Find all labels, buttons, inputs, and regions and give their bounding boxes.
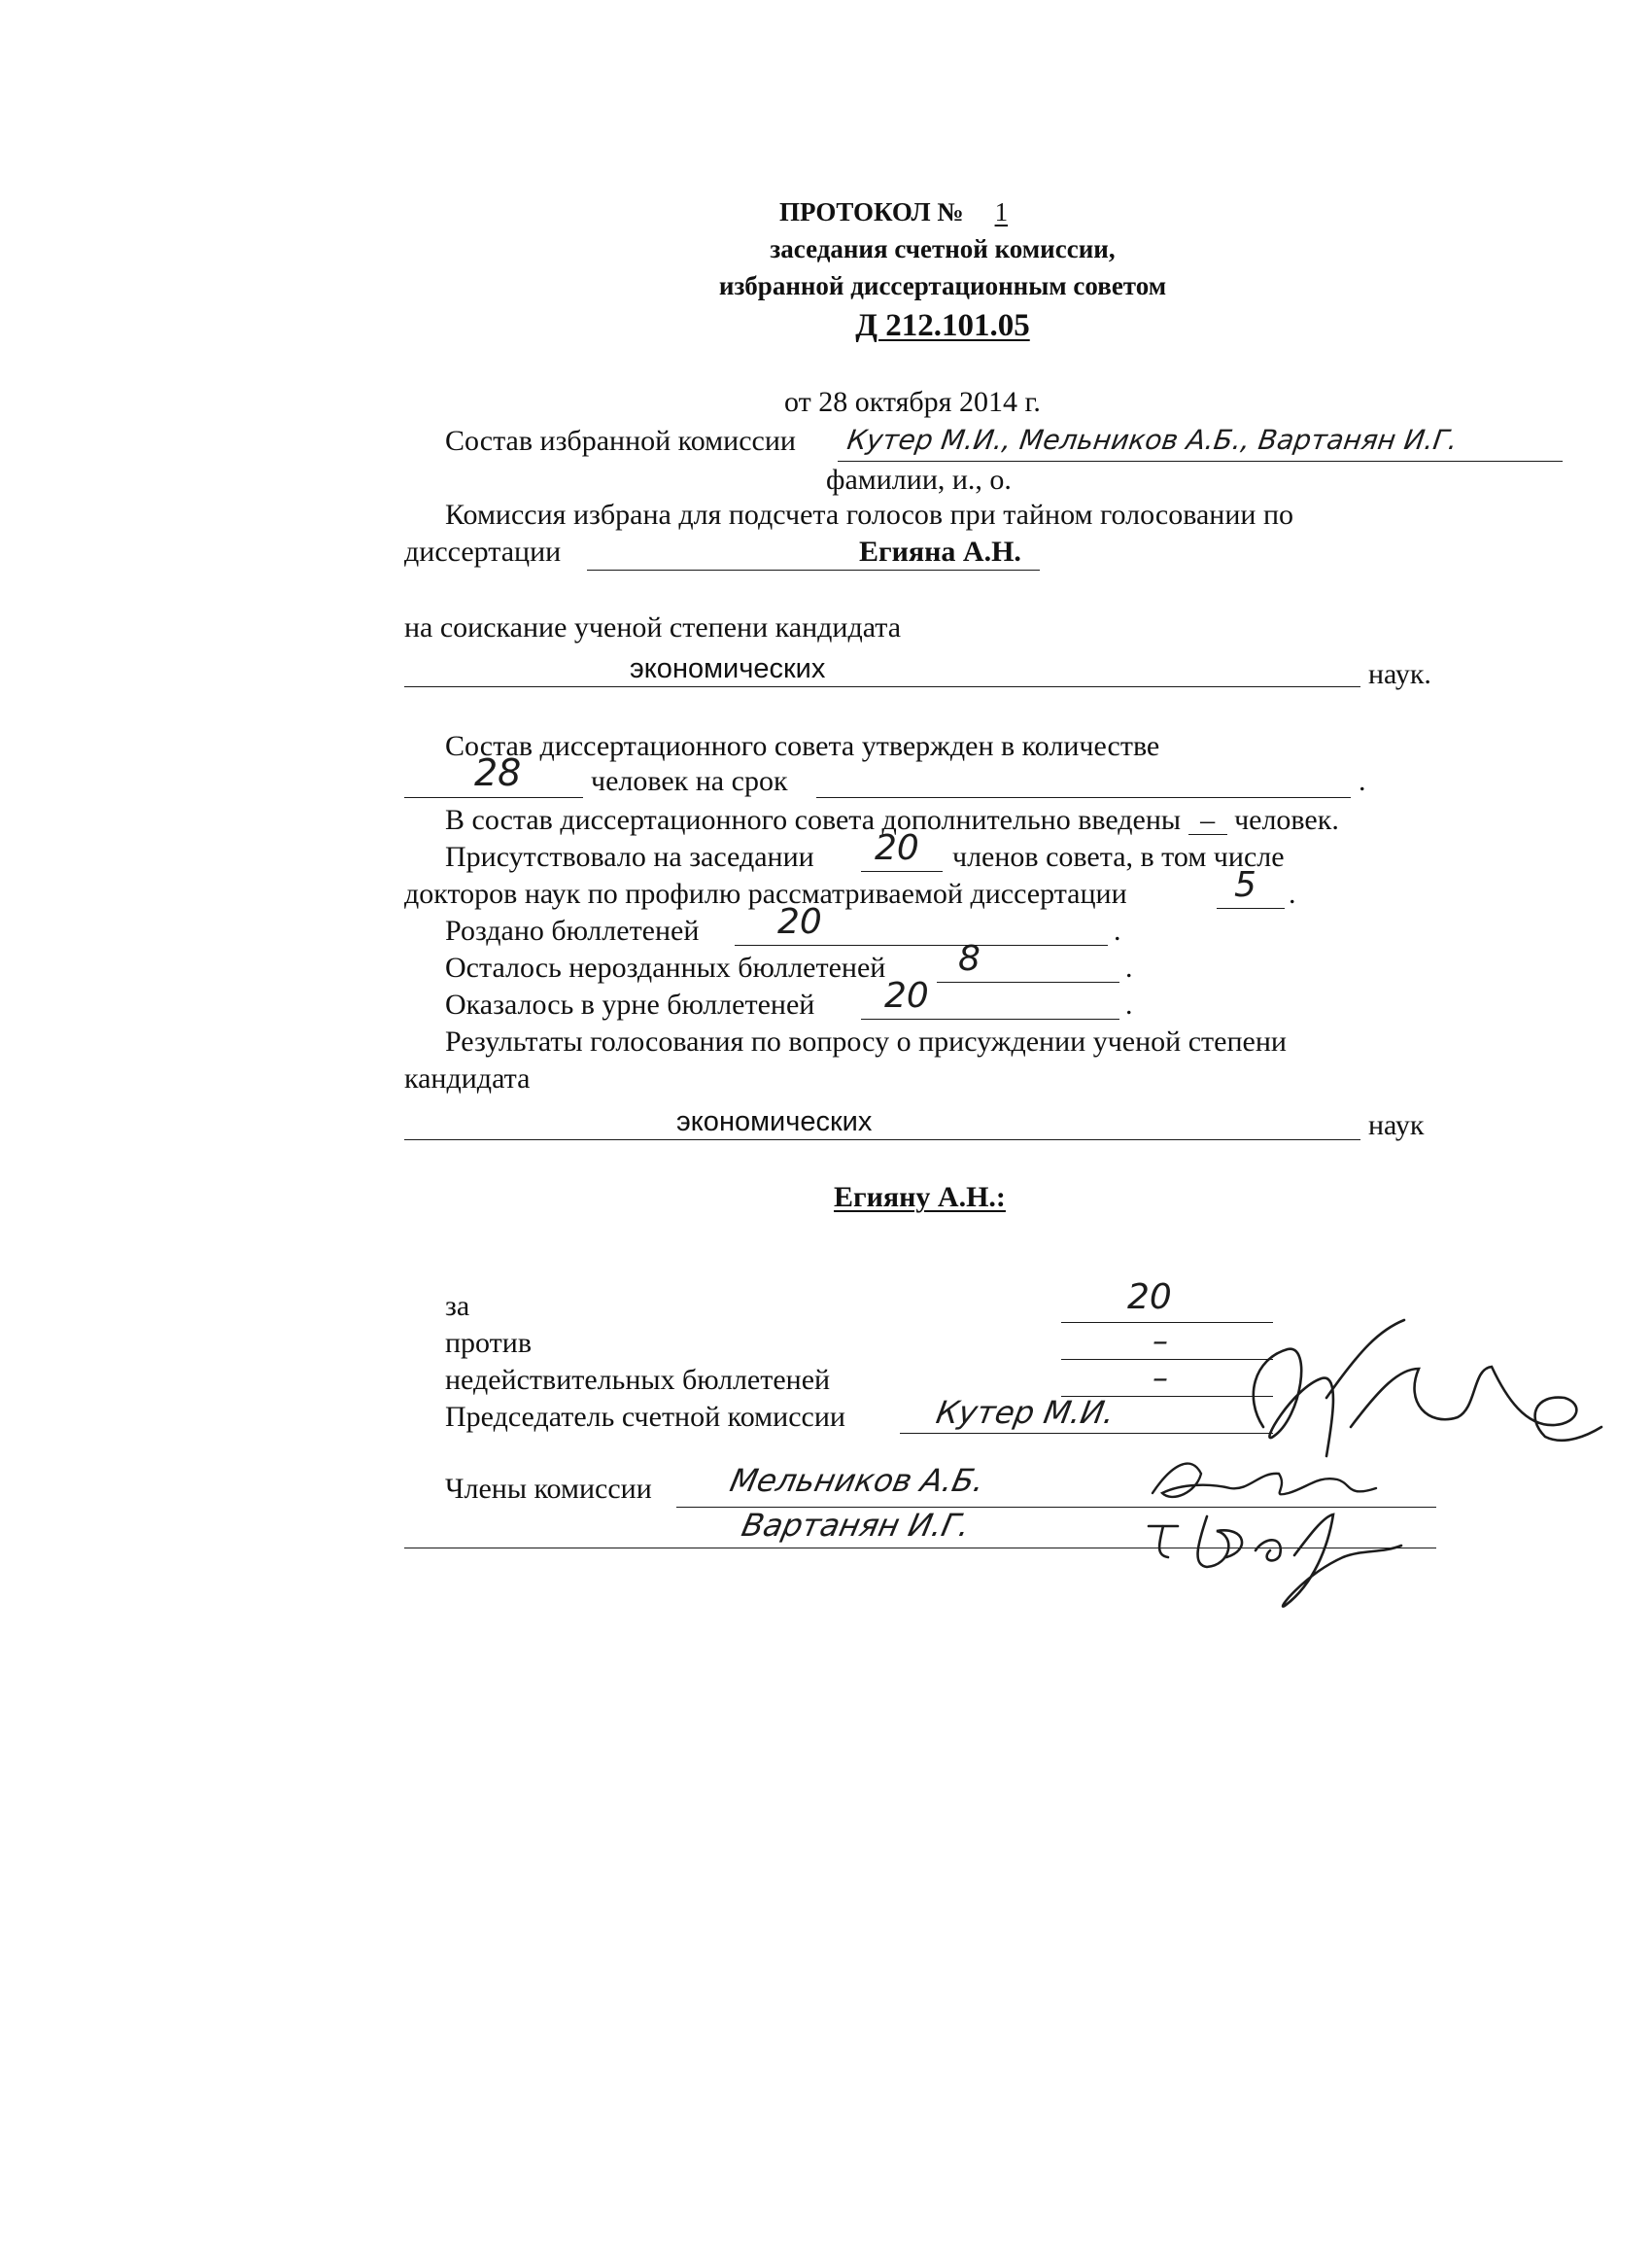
in-urn-end: . [1125, 989, 1133, 1021]
chairman-label: Председатель счетной комиссии [445, 1401, 845, 1433]
protocol-label: ПРОТОКОЛ № [779, 197, 964, 226]
added-count: – [1188, 807, 1227, 835]
degree-line: на соискание ученой степени кандидата [404, 611, 902, 644]
remaining-underline [937, 982, 1119, 983]
in-urn-underline [861, 1019, 1119, 1020]
doctors-count: 5 [1234, 865, 1256, 905]
issued-underline [735, 945, 1108, 946]
protocol-date: от 28 октября 2014 г. [784, 386, 1041, 418]
member2-handwritten: Вартанян И.Г. [738, 1507, 974, 1544]
remaining-end: . [1125, 952, 1133, 984]
council-approved-line: Состав диссертационного совета утвержден в количестве [445, 730, 1160, 762]
vote-for-value: 20 [1127, 1277, 1172, 1317]
chairman-underline [900, 1433, 1273, 1434]
in-urn-label: Оказалось в урне бюллетеней [445, 989, 815, 1021]
approved-count-underline [404, 797, 583, 798]
approved-count: 28 [474, 751, 522, 794]
field-underline [404, 686, 1360, 687]
vote-invalid-value: – [1153, 1359, 1168, 1396]
doctors-end: . [1289, 878, 1296, 910]
results-candidate: Егияну А.Н.: [834, 1181, 1006, 1213]
science-field: экономических [630, 653, 826, 684]
present-count-underline [861, 871, 943, 872]
issued-label: Роздано бюллетеней [445, 915, 700, 947]
protocol-number: 1 [994, 197, 1009, 226]
results-suffix: наук [1368, 1109, 1425, 1141]
remaining-label: Осталось нерозданных бюллетеней [445, 952, 886, 984]
elected-line: Комиссия избрана для подсчета голосов при тайном голосовании по [445, 499, 1294, 531]
members-label: Члены комиссии [445, 1473, 652, 1505]
vote-against-value: – [1153, 1322, 1168, 1359]
issued-end: . [1114, 915, 1121, 947]
doctors-count-underline [1217, 908, 1285, 909]
dissertation-label: диссертации [404, 536, 562, 568]
dissertation-underline [587, 570, 1040, 571]
vote-for-label: за [445, 1290, 470, 1322]
term-end: . [1359, 765, 1366, 797]
commission-label: Состав избранной комиссии [445, 425, 796, 457]
doctors-prefix: докторов наук по профилю рассматриваемой диссертации [404, 878, 1127, 910]
member2-signature [1139, 1497, 1411, 1614]
chairman-name-handwritten: Кутер М.И. [933, 1394, 1118, 1431]
remaining-value: 8 [958, 939, 981, 979]
protocol-title [779, 196, 1032, 227]
science-suffix: наук. [1368, 658, 1431, 690]
commission-underline [838, 461, 1563, 462]
present-count: 20 [875, 828, 919, 868]
added-suffix: человек. [1234, 804, 1339, 836]
results-field: экономических [676, 1106, 873, 1137]
term-underline [816, 797, 1351, 798]
commission-members-handwritten: Кутер М.И., Мельников А.Б., Вартанян И.Г. [844, 424, 1460, 456]
council-code: Д 212.101.05 [855, 308, 1030, 343]
candidate-genitive: Егияна А.Н. [859, 536, 1021, 568]
results-line-1: Результаты голосования по вопросу о присуждении ученой степени [445, 1026, 1287, 1058]
header-line-2: избранной диссертационным советом [718, 271, 1167, 300]
results-field-underline [404, 1139, 1360, 1140]
in-urn-value: 20 [884, 976, 929, 1016]
issued-value: 20 [777, 902, 822, 942]
header-line-1: заседания счетной комиссии, [770, 234, 1116, 263]
results-line-2: кандидата [404, 1062, 531, 1095]
commission-caption: фамилии, и., о. [826, 464, 1012, 496]
member1-handwritten: Мельников А.Б. [726, 1462, 988, 1499]
added-prefix: В состав диссертационного совета дополнительно введены [445, 804, 1182, 836]
present-suffix: членов совета, в том числе [952, 841, 1285, 873]
people-on-term: человек на срок [591, 765, 788, 797]
vote-against-label: против [445, 1327, 532, 1359]
vote-invalid-label: недействительных бюллетеней [445, 1364, 831, 1396]
present-prefix: Присутствовало на заседании [445, 841, 814, 873]
